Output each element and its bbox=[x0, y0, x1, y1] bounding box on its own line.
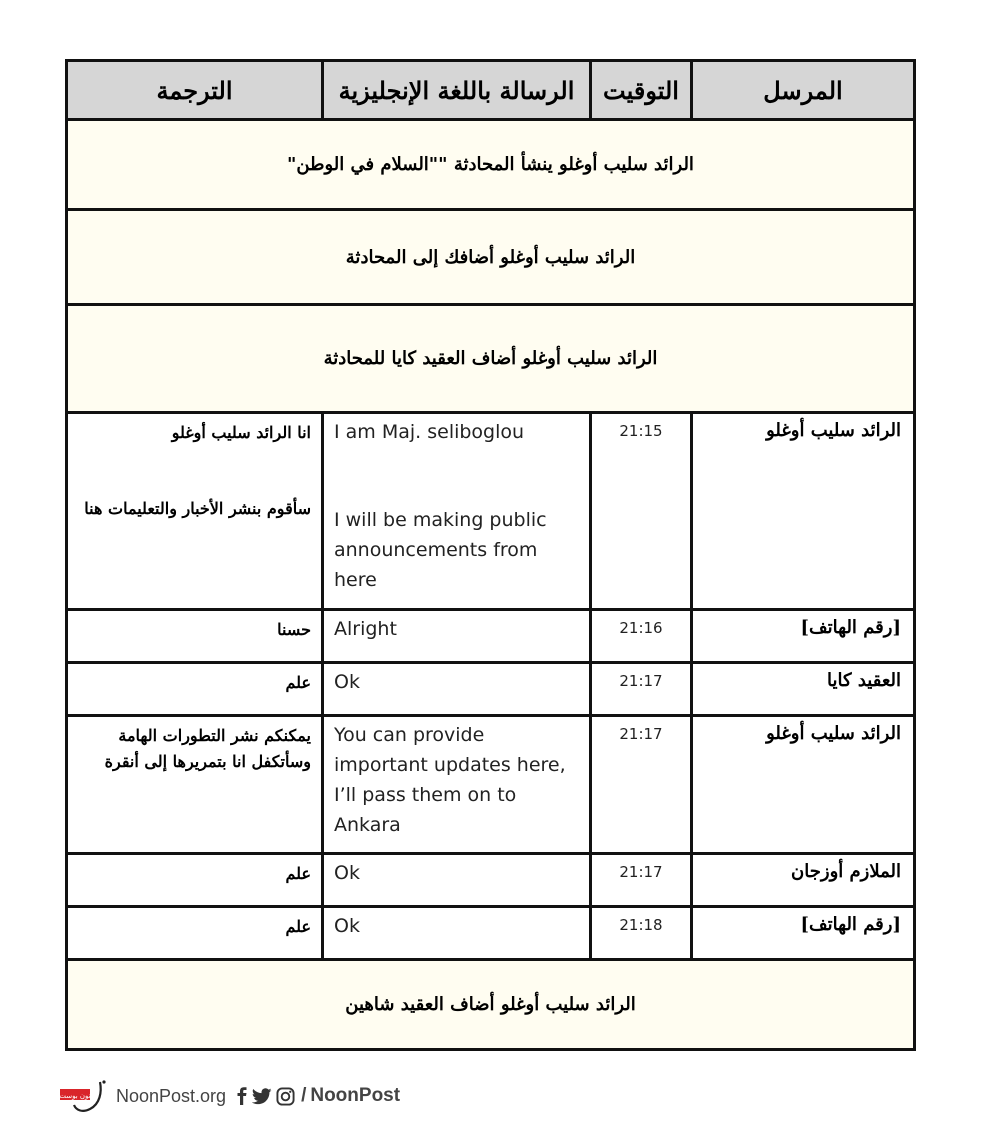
message-row bbox=[67, 716, 915, 854]
noonpost-logo-mark bbox=[60, 1078, 112, 1114]
header-sender: المرسل bbox=[692, 61, 915, 120]
footer-separator: / bbox=[301, 1085, 307, 1106]
header-translation: الترجمة bbox=[67, 61, 323, 120]
header-time: التوقيت bbox=[591, 61, 692, 120]
translation-line: سأقوم بنشر الأخبار والتعليمات هنا bbox=[84, 499, 311, 518]
translation-cell: حسنا bbox=[67, 610, 323, 663]
translation-cell: علم bbox=[67, 907, 323, 960]
event-text: الرائد سليب أوغلو أضافك إلى المحادثة bbox=[67, 210, 915, 305]
conversation-table bbox=[65, 59, 916, 1051]
social-handle[interactable]: NoonPost bbox=[310, 1085, 401, 1106]
translation-cell bbox=[67, 413, 323, 610]
message-row bbox=[67, 907, 915, 960]
event-text: الرائد سليب أوغلو ينشأ المحادثة ""السلام في الوطن" bbox=[67, 120, 915, 210]
sender-cell: [رقم الهاتف] bbox=[692, 610, 915, 663]
noonpost-logo bbox=[60, 1078, 112, 1114]
time-cell: 21:15 bbox=[591, 413, 692, 610]
site-url[interactable]: NoonPost.org bbox=[116, 1085, 227, 1106]
event-row bbox=[67, 960, 915, 1050]
time-cell: 21:17 bbox=[591, 716, 692, 854]
message-row bbox=[67, 413, 915, 610]
message-row bbox=[67, 854, 915, 907]
event-row bbox=[67, 210, 915, 305]
time-cell: 21:17 bbox=[591, 663, 692, 716]
translation-cell: علم bbox=[67, 663, 323, 716]
event-text: الرائد سليب أوغلو أضاف العقيد كايا للمحادثة bbox=[67, 305, 915, 413]
event-row bbox=[67, 305, 915, 413]
sender-cell: الرائد سليب أوغلو bbox=[692, 413, 915, 610]
logo-text: نون بوست bbox=[60, 1092, 91, 1100]
header-english-message: الرسالة باللغة الإنجليزية bbox=[323, 61, 591, 120]
english-cell: Ok bbox=[323, 663, 591, 716]
message-row bbox=[67, 610, 915, 663]
sender-cell: الملازم أوزجان bbox=[692, 854, 915, 907]
header-row bbox=[67, 61, 915, 120]
message-row bbox=[67, 663, 915, 716]
footer bbox=[60, 1076, 400, 1116]
facebook-icon[interactable] bbox=[236, 1087, 248, 1105]
english-line: I will be making public announcements from here bbox=[334, 509, 547, 591]
translation-cell: يمكنكم نشر التطورات الهامة وسأتكفل انا بتمريرها إلى أنقرة bbox=[67, 716, 323, 854]
sender-cell: [رقم الهاتف] bbox=[692, 907, 915, 960]
english-cell bbox=[323, 413, 591, 610]
time-cell: 21:17 bbox=[591, 854, 692, 907]
twitter-icon[interactable] bbox=[252, 1088, 272, 1105]
translation-line: انا الرائد سليب أوغلو bbox=[171, 423, 311, 442]
english-line: I am Maj. seliboglou bbox=[334, 421, 525, 443]
sender-cell: الرائد سليب أوغلو bbox=[692, 716, 915, 854]
time-cell: 21:18 bbox=[591, 907, 692, 960]
english-cell: You can provide important updates here, I’ll pass them on to Ankara bbox=[323, 716, 591, 854]
instagram-icon[interactable] bbox=[276, 1087, 295, 1106]
english-cell: Ok bbox=[323, 907, 591, 960]
english-cell: Alright bbox=[323, 610, 591, 663]
time-cell: 21:16 bbox=[591, 610, 692, 663]
translation-cell: علم bbox=[67, 854, 323, 907]
event-text: الرائد سليب أوغلو أضاف العقيد شاهين bbox=[67, 960, 915, 1050]
sender-cell: العقيد كايا bbox=[692, 663, 915, 716]
event-row bbox=[67, 120, 915, 210]
english-cell: Ok bbox=[323, 854, 591, 907]
